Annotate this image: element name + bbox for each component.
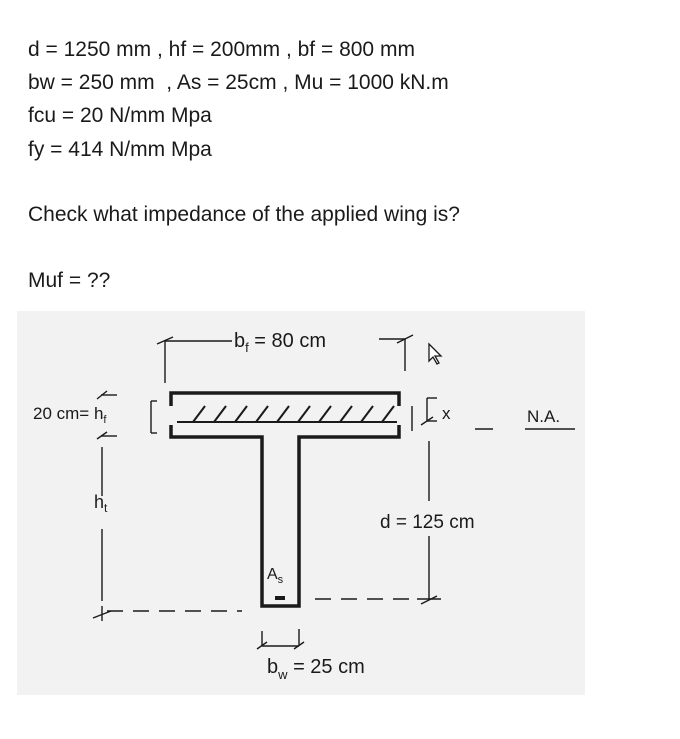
hf-label: 20 $cm= h_f$ — [33, 404, 107, 426]
given-line-3: fcu = 20 N/mm Mpa — [28, 104, 212, 127]
t-beam-figure — [17, 311, 585, 695]
x-label: x — [442, 404, 451, 423]
given-line-4: fy = 414 N/mm Mpa — [28, 138, 212, 161]
d-label: d = 125 cm — [380, 512, 475, 533]
given-line-1: d = 1250 mm , hf = 200mm , bf = 800 mm — [28, 38, 415, 61]
na-label: N.A. — [527, 407, 561, 426]
given-line-2: bw = 250 mm , As = 25cm , Mu = 1000 kN.m — [28, 71, 449, 94]
ht-label: $h_t$ — [94, 492, 108, 515]
bw-label: $b_w = 25$ cm — [267, 656, 365, 682]
bf-label: $b_f = 80$ cm — [234, 330, 327, 355]
rebar-symbol — [275, 596, 285, 600]
muf-text: Muf = ?? — [28, 269, 111, 292]
as-label: $A_s$ — [267, 566, 284, 586]
question-text: Check what impedance of the applied wing is? — [28, 203, 460, 226]
